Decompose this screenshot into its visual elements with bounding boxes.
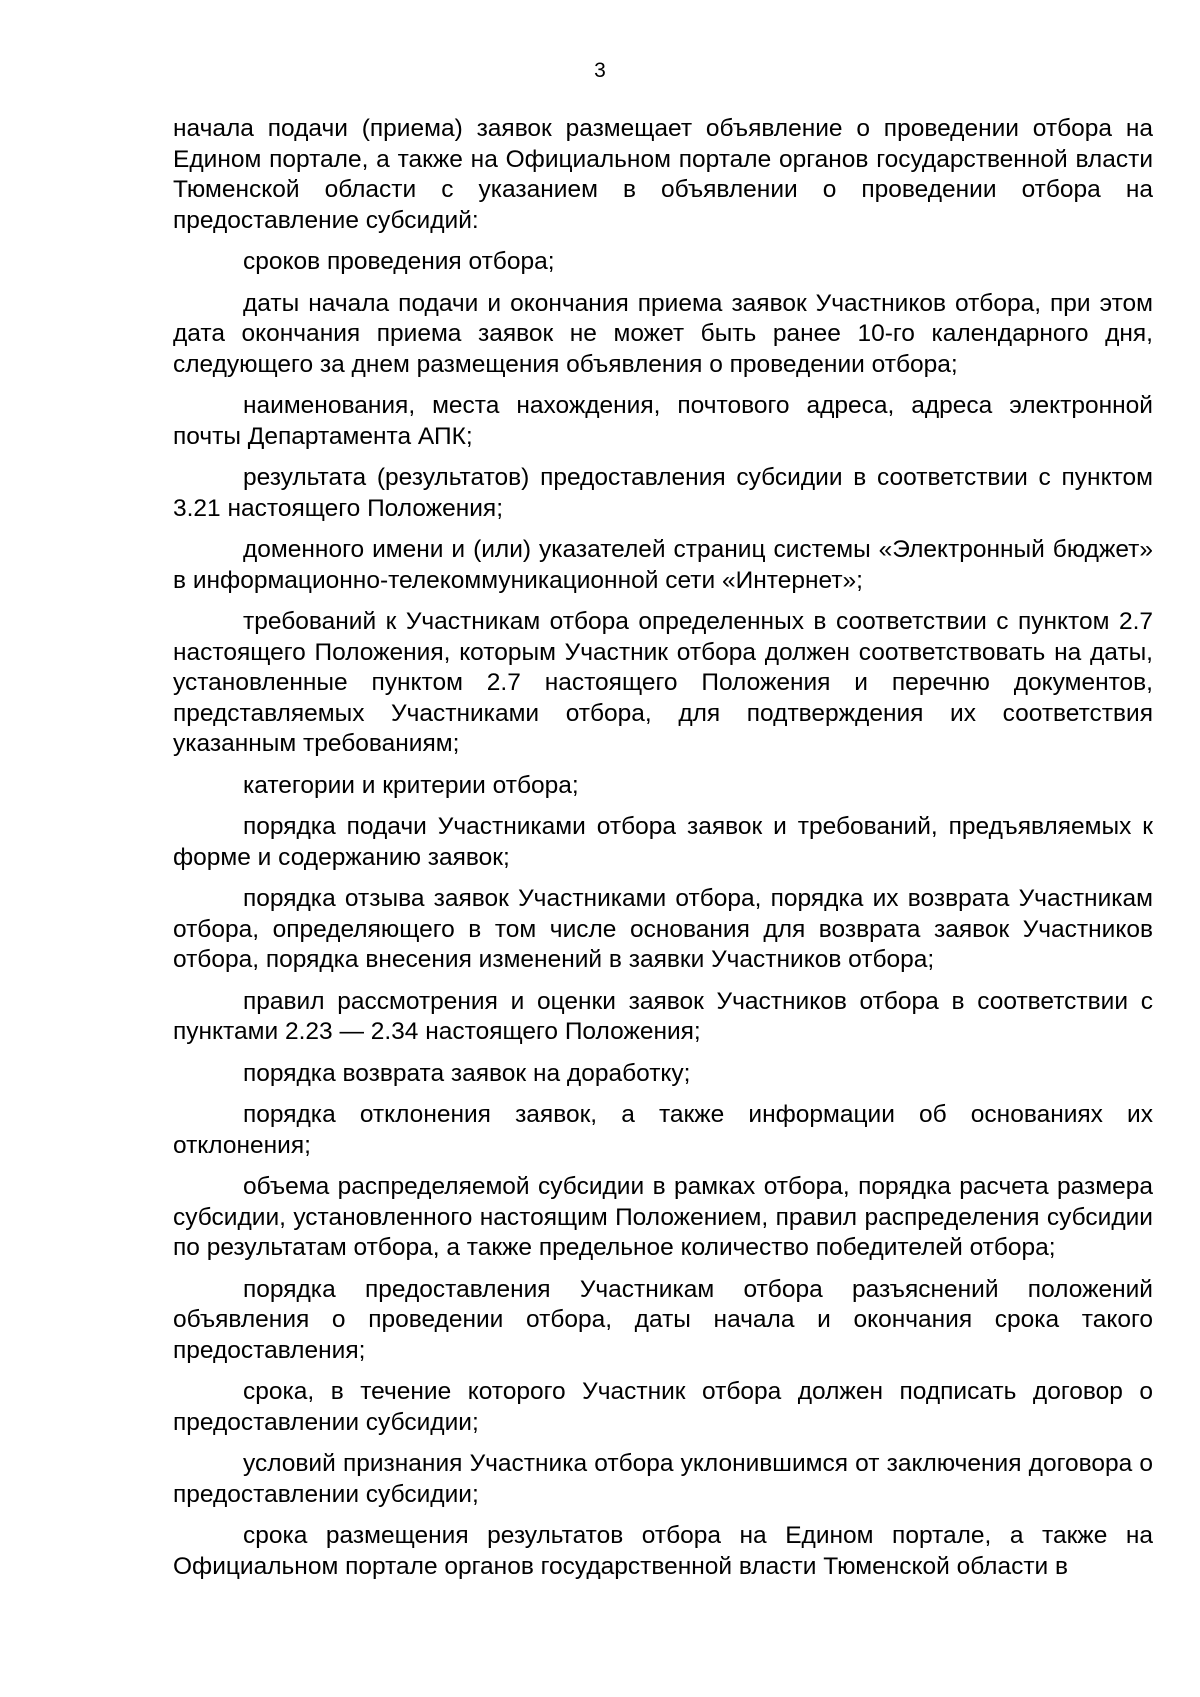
paragraph: доменного имени и (или) указателей страниц системы «Электронный бюджет» в информационно-телекоммуникационной сети «Интернет»;	[173, 536, 1153, 594]
paragraph: требований к Участникам отбора определенных в соответствии с пунктом 2.7 настоящего Положения, которым Участник отбора должен соответствовать на даты, установленные пунктом 2.7 настоящего Положения и перечню документов, представляемых Участниками отбора, для подтверждения их соответствия указанным требованиям;	[173, 608, 1153, 757]
paragraph: даты начала подачи и окончания приема заявок Участников отбора, при этом дата окончания приема заявок не может быть ранее 10-го календарного дня, следующего за днем размещения объявления о проведении отбора;	[173, 289, 1153, 378]
paragraph: условий признания Участника отбора уклонившимся от заключения договора о предоставлении субсидии;	[173, 1450, 1153, 1508]
paragraph: порядка отклонения заявок, а также информации об основаниях их отклонения;	[173, 1101, 1153, 1159]
paragraph: начала подачи (приема) заявок размещает объявление о проведении отбора на Едином портале, а также на Официальном портале органов государственной власти Тюменской области с указанием в объявлении о проведении отбора на предоставление субсидий:	[173, 115, 1153, 234]
page-number: 3	[594, 59, 606, 82]
paragraph: наименования, места нахождения, почтового адреса, адреса электронной почты Департамента АПК;	[173, 392, 1153, 450]
document-body	[173, 114, 1153, 1593]
paragraph: сроков проведения отбора;	[243, 248, 555, 275]
paragraph: срока, в течение которого Участник отбора должен подписать договор о предоставлении субсидии;	[173, 1378, 1153, 1436]
paragraph: порядка подачи Участниками отбора заявок и требований, предъявляемых к форме и содержанию заявок;	[173, 813, 1153, 871]
paragraph: порядка отзыва заявок Участниками отбора, порядка их возврата Участникам отбора, определяющего в том числе основания для возврата заявок Участников отбора, порядка внесения изменений в заявки Участников отбора;	[173, 885, 1153, 973]
paragraph: срока размещения результатов отбора на Едином портале, а также на Официальном портале органов государственной власти Тюменской области в	[173, 1522, 1153, 1580]
paragraph: порядка предоставления Участникам отбора разъяснений положений объявления о проведении отбора, даты начала и окончания срока такого предоставления;	[173, 1275, 1153, 1364]
paragraph: порядка возврата заявок на доработку;	[243, 1059, 691, 1087]
paragraph: правил рассмотрения и оценки заявок Участников отбора в соответствии с пунктами 2.23 — 2.34 настоящего Положения;	[173, 987, 1153, 1045]
paragraph: объема распределяемой субсидии в рамках отбора, порядка расчета размера субсидии, установленного настоящим Положением, правил распределения субсидии по результатам отбора, а также предельное количество победителей отбора;	[173, 1173, 1153, 1261]
paragraph: категории и критерии отбора;	[243, 771, 579, 799]
paragraph: результата (результатов) предоставления субсидии в соответствии с пунктом 3.21 настоящего Положения;	[173, 464, 1153, 522]
